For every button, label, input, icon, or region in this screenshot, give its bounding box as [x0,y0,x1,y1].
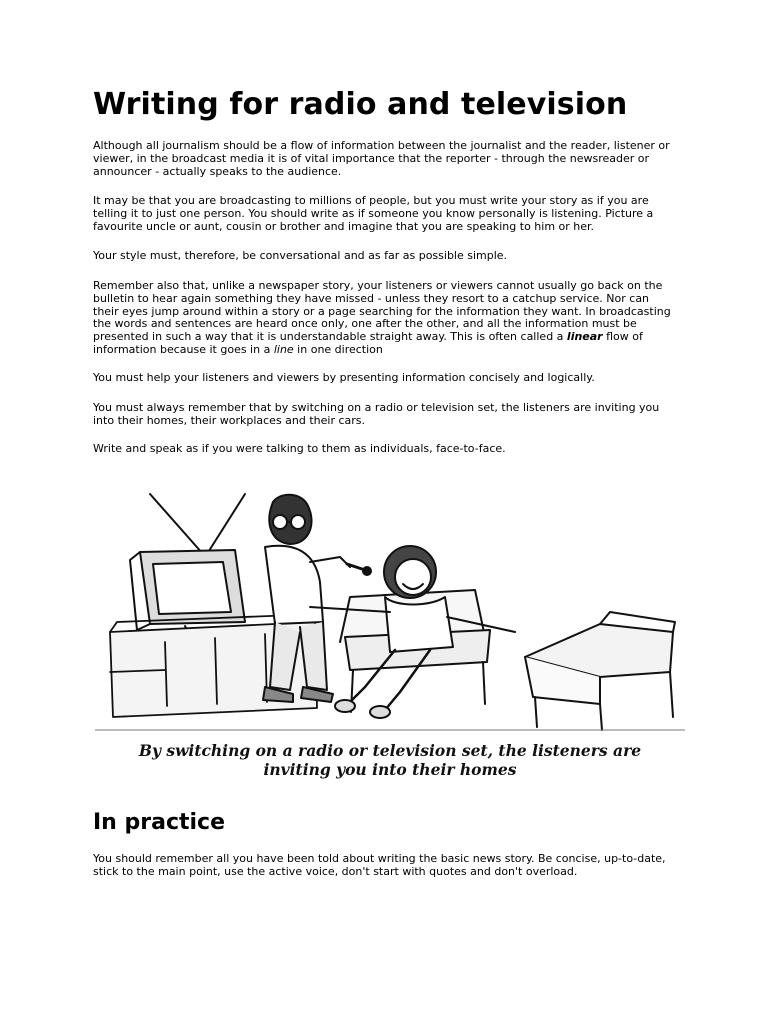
paragraph-linear-flow-part2: flow of information because it goes in a [93,330,643,356]
paragraph-linear-flow-part3: in one direction [293,342,383,356]
section-heading-in-practice: In practice [93,810,226,835]
line-emphasis: line [273,342,294,356]
paragraph-one-person: It may be that you are broadcasting to millions of people, but you must write your story as if you are telling it to just one person. You should write as if someone you know personally is listening. Picture a favourite uncle or aunt, cousin or brother and imagine that you are speaking to him or her. [93,194,654,233]
paragraph-style: Your style must, therefore, be conversational and as far as possible simple. [93,249,508,262]
cartoon-illustration [95,472,685,737]
empty-chair [525,612,675,730]
page-title: Writing for radio and television [93,87,628,122]
paragraph-linear-flow [93,280,678,357]
antenna-left [150,494,203,554]
linear-emphasis: linear [566,330,603,344]
figure-caption-line2: inviting you into their homes [263,760,517,779]
paragraph-intro: Although all journalism should be a flow of information between the journalist and the reader, listener or viewer, in the broadcast media it is of vital importance that the reporter - through the newsreader or announcer - actually speaks to the audience. [93,139,670,178]
antenna-right [207,494,245,554]
paragraph-linear-flow-part1: Remember also that, unlike a newspaper story, your listeners or viewers cannot usually go back on the bulletin to hear again something they have missed - unless they resort to a catchup service. Nor can their eyes jump around within a story or a page searching for the information they want. In broadcasting the words and sentences are heard once only, one after the other, and all the information must be presented in such a way that it is understandable straight away. This is often called a [93,279,671,344]
cartoon-figure [95,472,685,792]
paragraph-in-practice: You should remember all you have been told about writing the basic news story. Be concise, up-to-date, stick to the main point, use the active voice, don't start with quotes and don't overload. [93,852,666,878]
figure-caption-line1: By switching on a radio or television set, the listeners are [138,741,642,760]
paragraph-face-to-face: Write and speak as if you were talking to them as individuals, face-to-face. [93,442,506,455]
paragraph-homes: You must always remember that by switching on a radio or television set, the listeners are inviting you into their homes, their workplaces and their cars. [93,401,660,427]
paragraph-concise: You must help your listeners and viewers by presenting information concisely and logically. [93,371,595,384]
